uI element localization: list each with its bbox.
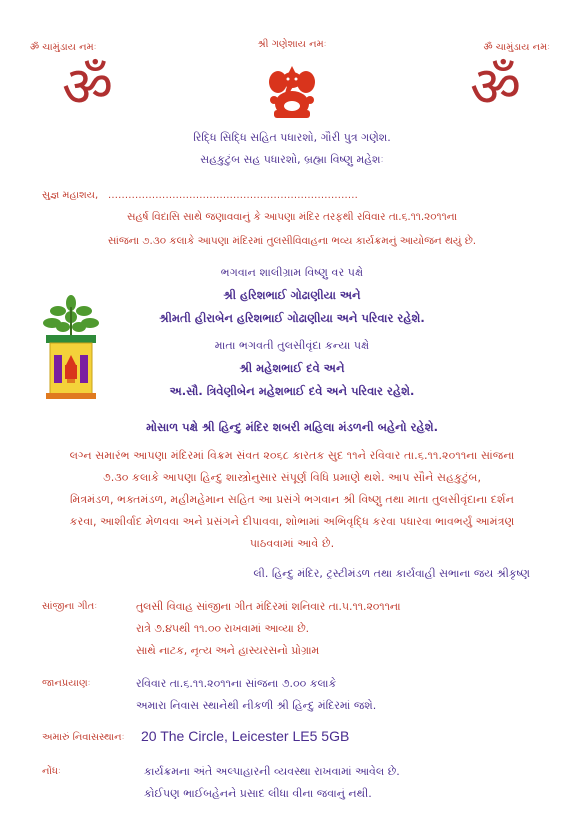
greeting-line-2: સાંજના ૭.૩૦ કલાકે આપણા મંદિરમાં તુલસીવિવાહના ભવ્ય કાર્યક્રમનું આયોજન થયું છે.: [107, 235, 477, 247]
evening-songs-label: સાંજીના ગીતઃ: [42, 601, 98, 612]
ganesha-icon: [266, 64, 318, 122]
verse-line-1: રિદ્ધિ સિદ્ધિ સહિત પધારશો, ગૌરી પુત્ર ગણેશ.: [193, 131, 391, 144]
left-salutation: ॐ ચામુંડાય નમઃ: [30, 42, 97, 53]
evening-songs-line-3: સાથે નાટક, નૃત્ય અને હાસ્યરસનો પ્રોગ્રામ: [136, 644, 320, 657]
signature: લી. હિન્દુ મંદિર, ટ્રસ્ટીમંડળ તથા કાર્યવાહી સભાના જય શ્રીકૃષ્ણ: [253, 567, 530, 580]
procession-line-2: અમારા નિવાસ સ્થાનેથી નીકળી શ્રી હિન્દુ મંદિરમાં જશે.: [136, 699, 377, 712]
procession-label: જાનપ્રયાણઃ: [42, 678, 91, 689]
greeting-line-1: સહર્ષ વિદાસિ સાથે જણાવવાનું કે આપણા મંદિર તરફથી રવિવાર તા.૬.૧૧.૨૦૧૧ના: [126, 211, 458, 223]
note-line-2: કોઈપણ ભાઈબહેનને પ્રસાદ લીધા વીના જવાનું નથી.: [144, 787, 372, 800]
om-left-icon: ॐ: [62, 55, 114, 120]
note-label: નોંધઃ: [42, 766, 61, 777]
bride-side-line-2: શ્રી મહેશભાઈ દવે અને: [239, 361, 345, 375]
residence-address: 20 The Circle, Leicester LE5 5GB: [141, 728, 350, 744]
om-right-icon: ॐ: [470, 55, 522, 120]
procession-line-1: રવિવાર તા.૬.૧૧.૨૦૧૧ના સાંજના ૭.૦૦ કલાકે: [136, 677, 337, 690]
center-salutation: શ્રી ગણેશાય નમઃ: [257, 39, 327, 50]
groom-side-line-1: ભગવાન શાલીગ્રામ વિષ્ણુ વર પક્ષે: [220, 266, 364, 279]
bride-side-line-1: માતા ભગવતી તુલસીવૃંદા કન્યા પક્ષે: [214, 339, 370, 352]
invitation-paragraph-line-5: પાઠવવામાં આવે છે.: [249, 537, 335, 550]
evening-songs-line-2: રાત્રે ૭.૪૫થી ૧૧.૦૦ રાખવામાં આવ્યા છે.: [136, 622, 310, 635]
groom-side-line-2: શ્રી હરિશભાઈ ગોઢાણીયા અને: [223, 288, 361, 302]
invitation-paragraph-line-3: મિત્રમંડળ, ભક્તમંડળ, મહીમહેમાન સહિત આ પ્રસંગે ભગવાન શ્રી વિષ્ણુ તથા માતા તુલસીવૃંદાના દર્શન: [69, 493, 515, 506]
bride-side-line-3: અ.સૌ. ત્રિવેણીબેન મહેશભાઈ દવે અને પરિવાર રહેશે.: [169, 384, 415, 398]
groom-side-line-3: શ્રીમતી હીરાબેન હરિશભાઈ ગોઢાણીયા અને પરિવાર રહેશે.: [159, 311, 425, 325]
residence-label: અમારું નિવાસસ્થાનઃ: [42, 732, 125, 743]
note-line-1: કાર્યક્રમના અંતે અલ્પાહારની વ્યવસ્થા રાખવામાં આવેલ છે.: [144, 765, 400, 778]
greeting-dots: ..........................................................................: [108, 190, 359, 201]
evening-songs-line-1: તુલસી વિવાહ સાંજીના ગીત મંદિરમાં શનિવાર તા.૫.૧૧.૨૦૧૧ના: [136, 600, 401, 613]
mosal-line: મોસાળ પક્ષે શ્રી હિન્દુ મંદિર શબરી મહિલા મંડળની બહેનો રહેશે.: [146, 420, 438, 434]
right-salutation: ॐ ચામુંડાય નમઃ: [483, 42, 550, 53]
invitation-paragraph-line-1: લગ્ન સમારંભ આપણા મંદિરમાં વિક્રમ સંવત ૨૦૬૮ કારતક સુદ ૧૧ને રવિવાર તા.૬.૧૧.૨૦૧૧ના સાંજના: [69, 449, 515, 462]
invitation-paragraph-line-4: કરવા, આશીર્વાદ મેળવવા અને પ્રસંગને દીપાવવા, શોભામાં અભિવૃદ્ધિ કરવા પધારવા ભાવભર્યું આમંત્રણ: [69, 515, 515, 528]
invitation-paragraph-line-2: ૭.૩૦ કલાકે આપણા હિન્દુ શાસ્ત્રોનુસાર સંપૂર્ણ વિધિ પ્રમાણે થશે. આપ સૌને સહકુટુંબ,: [102, 471, 482, 484]
greeting-label: સુજ્ઞ મહાશય,: [42, 190, 99, 201]
verse-line-2: સહકુટુંબ સહ પધારશો, બ્રહ્મા વિષ્ણુ મહેશઃ: [200, 153, 384, 166]
